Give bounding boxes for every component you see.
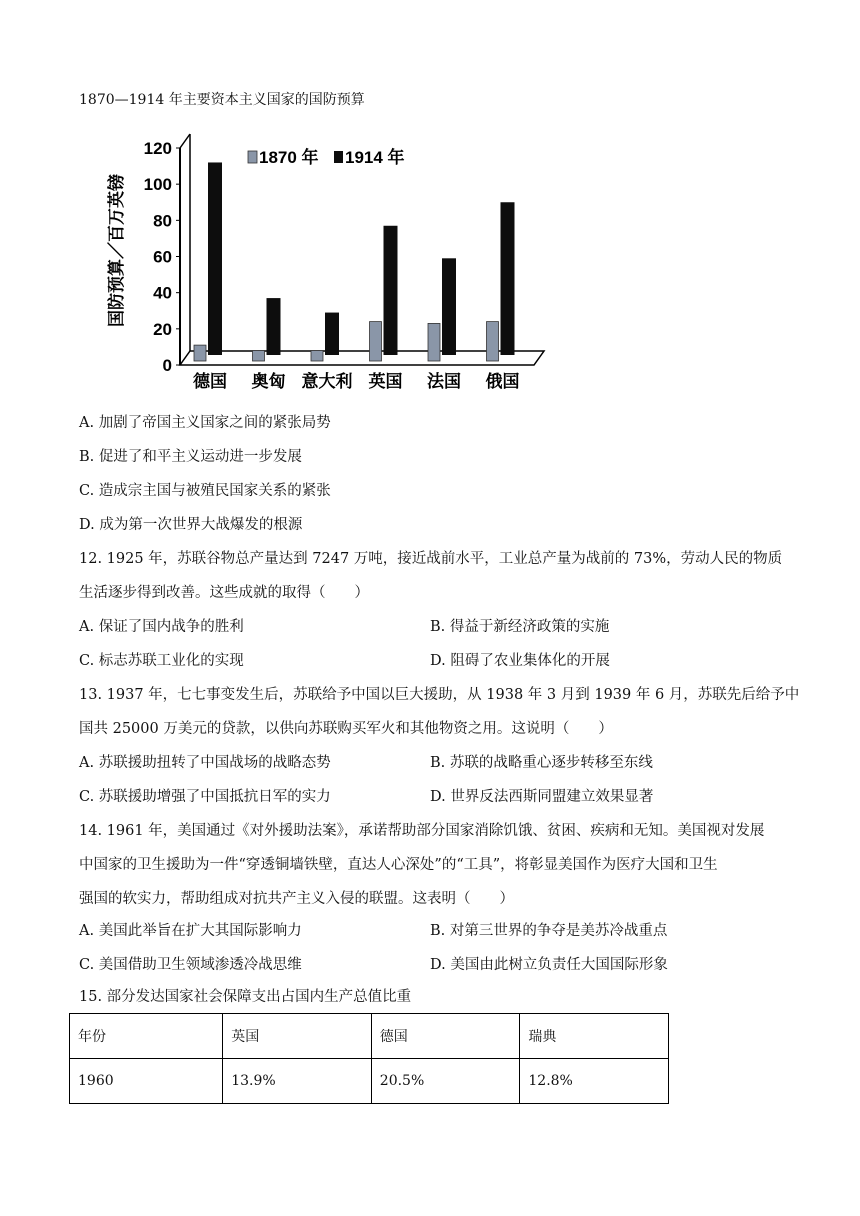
- bar-1870: [311, 351, 323, 361]
- bar-1870: [253, 351, 265, 361]
- legend-swatch-1870: [248, 151, 257, 163]
- table-cell: 20.5%: [371, 1059, 520, 1104]
- table-header-cell: 年份: [70, 1014, 223, 1059]
- bar-1870: [428, 323, 440, 361]
- x-category-label: 奥匈: [251, 372, 286, 391]
- bar-1914: [384, 226, 398, 355]
- bar-1914: [501, 202, 515, 355]
- defense-budget-chart: [96, 130, 556, 398]
- bar-1870: [370, 322, 382, 361]
- table-header-cell: 英国: [223, 1014, 372, 1059]
- table-header-cell: 德国: [371, 1014, 520, 1059]
- y-tick-label: 0: [162, 356, 172, 375]
- table-header-row: [70, 1014, 669, 1059]
- q12-stem-line1: 12. 1925 年，苏联谷物总产量达到 7247 万吨，接近战前水平，工业总产量为战前的 73%，劳动人民的物质: [79, 551, 783, 567]
- y-tick-label: 100: [143, 175, 172, 195]
- bar-1870: [194, 345, 206, 361]
- q14-option-d[interactable]: D. 美国由此树立负责任大国国际形象: [430, 957, 668, 973]
- q13-option-b[interactable]: B. 苏联的战略重心逐步转移至东线: [430, 755, 653, 771]
- q13-stem-line1: 13. 1937 年，七七事变发生后，苏联给予中国以巨大援助，从 1938 年 3 月到 1939 年 6 月，苏联先后给予中: [79, 687, 800, 703]
- y-tick-label: 60: [153, 247, 172, 267]
- bar-1914: [325, 313, 339, 355]
- q12-stem-line2: 生活逐步得到改善。这些成就的取得（ ）: [79, 585, 369, 601]
- q11-option-a[interactable]: A. 加剧了帝国主义国家之间的紧张局势: [79, 415, 331, 431]
- y-axis-top-edge: [180, 134, 190, 148]
- social-security-table: [69, 1013, 669, 1104]
- q11-option-c[interactable]: C. 造成宗主国与被殖民国家关系的紧张: [79, 483, 331, 499]
- q14-option-b[interactable]: B. 对第三世界的争夺是美苏冷战重点: [430, 923, 668, 939]
- legend-swatch-1914: [334, 151, 343, 163]
- bar-1870: [487, 322, 499, 361]
- bar-1914: [208, 162, 222, 355]
- legend-label-1870: 1870 年: [259, 148, 319, 167]
- legend-label-1914: 1914 年: [345, 148, 405, 167]
- q15-stem: 15. 部分发达国家社会保障支出占国内生产总值比重: [79, 989, 412, 1005]
- x-category-label: 英国: [368, 372, 403, 391]
- x-category-label: 意大利: [301, 372, 353, 391]
- q12-option-d[interactable]: D. 阻碍了农业集体化的开展: [430, 653, 610, 669]
- y-axis-label: 国防预算／百万英镑: [107, 174, 126, 327]
- q12-option-c[interactable]: C. 标志苏联工业化的实现: [79, 653, 244, 669]
- x-category-label: 法国: [427, 372, 461, 391]
- q11-option-b[interactable]: B. 促进了和平主义运动进一步发展: [79, 449, 302, 465]
- table-cell: 1960: [70, 1059, 223, 1104]
- q14-stem-line3: 强国的软实力，帮助组成对抗共产主义入侵的联盟。这表明（ ）: [79, 891, 514, 907]
- table-cell: 13.9%: [223, 1059, 372, 1104]
- q14-option-c[interactable]: C. 美国借助卫生领域渗透冷战思维: [79, 957, 302, 973]
- q11-option-d[interactable]: D. 成为第一次世界大战爆发的根源: [79, 517, 303, 533]
- q13-option-d[interactable]: D. 世界反法西斯同盟建立效果显著: [430, 789, 654, 805]
- y-tick-label: 20: [153, 319, 172, 339]
- q12-option-a[interactable]: A. 保证了国内战争的胜利: [79, 619, 244, 635]
- bar-1914: [442, 258, 456, 355]
- q14-stem-line2: 中国家的卫生援助为一件“穿透铜墙铁壁，直达人心深处”的“工具”，将彰显美国作为医疗大国和卫生: [79, 857, 718, 873]
- y-tick-label: 120: [143, 139, 172, 158]
- table-row: [70, 1059, 669, 1104]
- q12-option-b[interactable]: B. 得益于新经济政策的实施: [430, 619, 610, 635]
- q13-stem-line2: 国共 25000 万美元的贷款，以供向苏联购买军火和其他物资之用。这说明（ ）: [79, 721, 613, 737]
- x-category-label: 德国: [193, 372, 227, 391]
- q13-option-c[interactable]: C. 苏联援助增强了中国抵抗日军的实力: [79, 789, 331, 805]
- q13-option-a[interactable]: A. 苏联援助扭转了中国战场的战略态势: [79, 755, 331, 771]
- q14-stem-line1: 14. 1961 年，美国通过《对外援助法案》，承诺帮助部分国家消除饥饿、贫困、疾病和无知。美国视对发展: [79, 823, 765, 839]
- q14-option-a[interactable]: A. 美国此举旨在扩大其国际影响力: [79, 923, 302, 939]
- y-tick-label: 40: [153, 283, 172, 303]
- y-tick-label: 80: [153, 211, 172, 231]
- x-category-label: 俄国: [485, 372, 520, 391]
- chart-caption: 1870—1914 年主要资本主义国家的国防预算: [79, 92, 365, 108]
- table-cell: 12.8%: [520, 1059, 669, 1104]
- table-header-cell: 瑞典: [520, 1014, 669, 1059]
- bar-1914: [267, 298, 281, 355]
